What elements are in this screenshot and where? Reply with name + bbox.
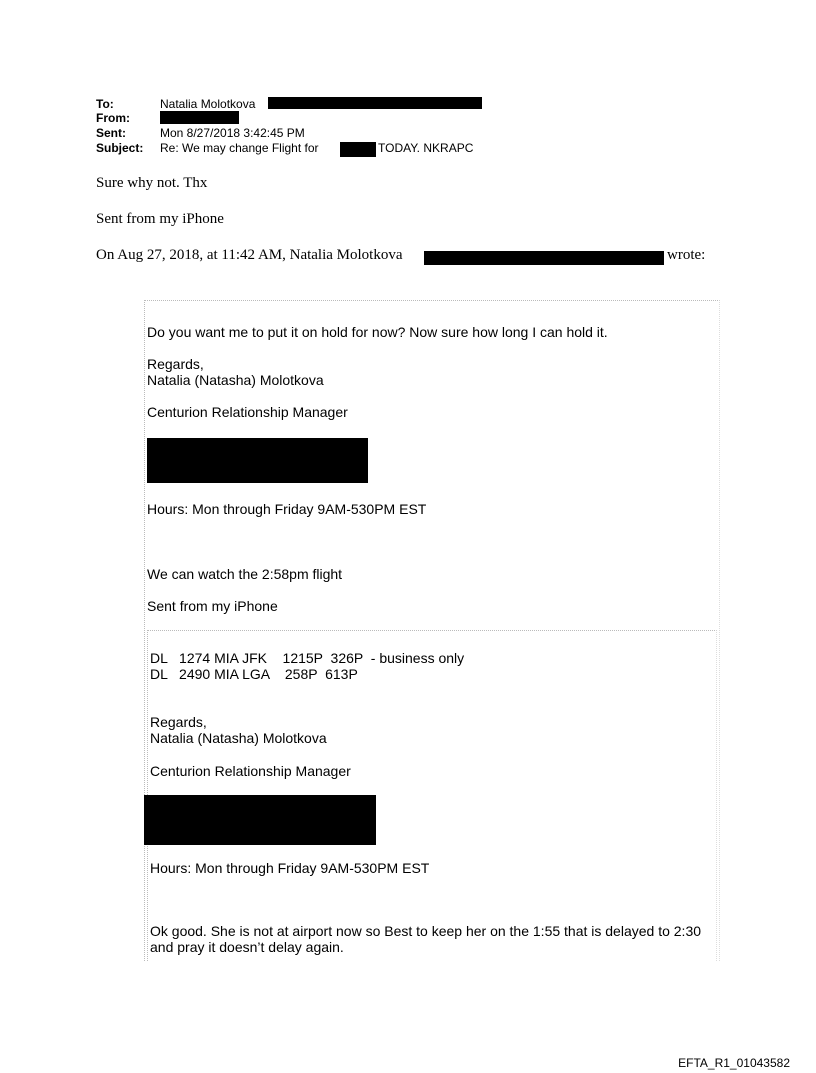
redaction-contact-1 xyxy=(147,438,368,483)
quote2-flight-2: DL 2490 MIA LGA 258P 613P xyxy=(150,666,358,682)
quote2-name: Natalia (Natasha) Molotkova xyxy=(150,730,327,746)
quote1-question: Do you want me to put it on hold for now? Now sure how long I can hold it. xyxy=(147,324,608,340)
quote1-name: Natalia (Natasha) Molotkova xyxy=(147,372,324,388)
quote2-ok-line-1: Ok good. She is not at airport now so Best to keep her on the 1:55 that is delayed to 2:30 xyxy=(150,923,702,939)
subject-label: Subject: xyxy=(96,141,144,155)
quote2-ok-line-2: and pray it doesn’t delay again. xyxy=(150,939,344,955)
redaction-to-email xyxy=(268,97,482,109)
quote2-flight-1: DL 1274 MIA JFK 1215P 326P - business only xyxy=(150,650,465,666)
quote1-sent-from: Sent from my iPhone xyxy=(147,598,278,614)
sent-label: Sent: xyxy=(96,126,126,140)
reply-on-suffix: wrote: xyxy=(667,247,706,263)
reply-on-prefix: On Aug 27, 2018, at 11:42 AM, Natalia Molotkova xyxy=(96,247,403,263)
to-value: Natalia Molotkova xyxy=(160,97,256,111)
quote2-regards: Regards, xyxy=(150,714,207,730)
from-label: From: xyxy=(96,111,130,125)
redaction-subject xyxy=(340,142,376,157)
to-label: To: xyxy=(96,97,114,111)
reply-line-2: Sent from my iPhone xyxy=(96,211,224,227)
sent-value: Mon 8/27/2018 3:42:45 PM xyxy=(160,126,305,140)
quote2-hours: Hours: Mon through Friday 9AM-530PM EST xyxy=(150,860,430,876)
bates-number: EFTA_R1_01043582 xyxy=(678,1056,790,1070)
reply-line-1: Sure why not. Thx xyxy=(96,175,208,191)
redaction-sender-email xyxy=(424,251,664,265)
quote1-title: Centurion Relationship Manager xyxy=(147,404,348,420)
quote1-watch: We can watch the 2:58pm flight xyxy=(147,566,343,582)
subject-suffix: TODAY. NKRAPC xyxy=(378,141,474,155)
subject-prefix: Re: We may change Flight for xyxy=(160,141,319,155)
redaction-from xyxy=(160,111,239,124)
quote2-title: Centurion Relationship Manager xyxy=(150,763,351,779)
quote1-hours: Hours: Mon through Friday 9AM-530PM EST xyxy=(147,501,427,517)
redaction-contact-2 xyxy=(144,795,376,845)
quote1-regards: Regards, xyxy=(147,356,204,372)
